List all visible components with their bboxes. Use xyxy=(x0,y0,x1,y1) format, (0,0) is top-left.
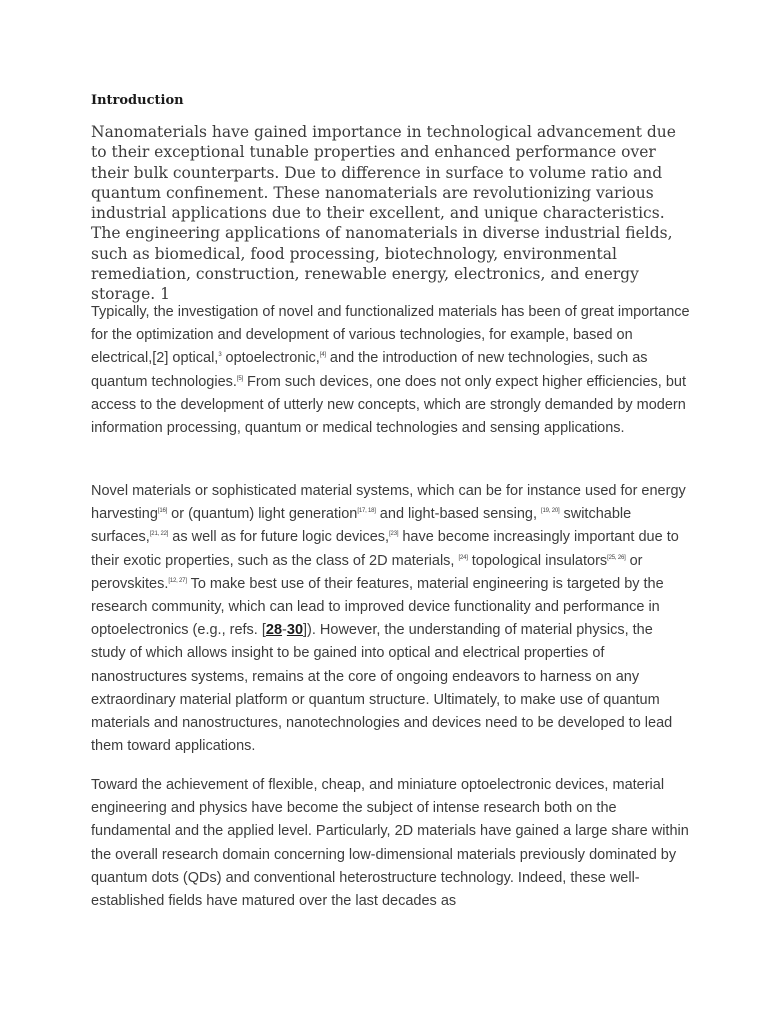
section-heading: Introduction xyxy=(91,93,184,108)
intro-paragraph: Nanomaterials have gained importance in technological advancement due to their exceptional tunable properties and enhanced performance over their bulk counterparts. Due to difference in surface to volume ratio and quantum confinement. These nanomaterials are revolutionizing various industrial applications due to their excellent, and unique characteristics. The engineering applications of nanomaterials in diverse industrial fields, such as biomedical, food processing, biotechnology, environmental remediation, construction, renewable energy, electronics, and energy storage. 1 xyxy=(91,123,676,304)
p2-text: as well as for future logic devices, xyxy=(168,529,390,546)
p2-text: switchable surfaces, xyxy=(91,506,632,546)
paragraph-2 xyxy=(91,480,691,758)
p2-text: and light-based sensing, xyxy=(375,506,542,523)
p2-text: To make best use of their features, material engineering is targeted by the research community, which can lead to improved device functionality and performance in optoelectronics (e.g., refs. [ xyxy=(91,575,664,639)
citation-superscript: [21, 22] xyxy=(149,531,169,538)
p2-text: or (quantum) light generation xyxy=(167,506,358,523)
citation-superscript: 3 xyxy=(218,352,222,359)
paragraph-1 xyxy=(91,301,691,440)
p1-text: From such devices, one does not only expect higher efficiencies, but access to the development of utterly new concepts, which are strongly demanded by modern information processing, quantum or medical technologies and sensing applications. xyxy=(91,373,687,437)
citation-superscript: [24] xyxy=(458,554,468,561)
citation-superscript: [19, 20] xyxy=(541,508,560,515)
p1-text: and the introduction of new technologies, such as quantum technologies. xyxy=(91,350,648,390)
citation-superscript: [12, 27] xyxy=(168,577,187,584)
citation-superscript: [16] xyxy=(157,508,168,515)
p2-text: - xyxy=(282,622,287,639)
p2-text: ]). However, the understanding of material physics, the study of which allows insight to be gained into optical and electrical properties of nanostructures systems, remains at the core of ongoing endeavors to harness on any extraordinary material platform or quantum structure. Ultimately, to make use of quantum materials and nanostructures, nanotechnologies and devices need to be developed to lead them toward applications. xyxy=(91,622,673,755)
citation-superscript: [25, 26] xyxy=(607,554,626,561)
p1-text: Typically, the investigation of novel and functionalized materials has been of great importance for the optimization and development of various technologies, for example, based on electrical,[2] optical, xyxy=(91,304,690,367)
p2-text: topological insulators xyxy=(467,552,608,569)
reference-link-28[interactable]: 28 xyxy=(265,622,283,639)
citation-superscript: [23] xyxy=(389,531,399,538)
p2-text: Novel materials or sophisticated material systems, which can be for instance used for energy harvesting xyxy=(91,483,686,523)
p1-text: optoelectronic, xyxy=(221,350,320,367)
citation-superscript: [5] xyxy=(236,375,243,382)
citation-superscript: [17, 18] xyxy=(357,508,376,515)
p2-text: have become increasingly important due to their exotic properties, such as the class of 2D materials, xyxy=(91,529,679,569)
paragraph-3: Toward the achievement of flexible, cheap, and miniature optoelectronic devices, material engineering and physics have become the subject of intense research both on the fundamental and the applied level. Particularly, 2D materials have gained a large share within the overall research domain concerning low-dimensional materials previously dominated by quantum dots (QDs) and conventional heterostructure technology. Indeed, these well-established fields have matured over the last decades as xyxy=(91,777,689,910)
p2-text: or perovskites. xyxy=(91,552,643,592)
citation-superscript: [4] xyxy=(319,352,326,359)
reference-link-30[interactable]: 30 xyxy=(286,622,304,639)
